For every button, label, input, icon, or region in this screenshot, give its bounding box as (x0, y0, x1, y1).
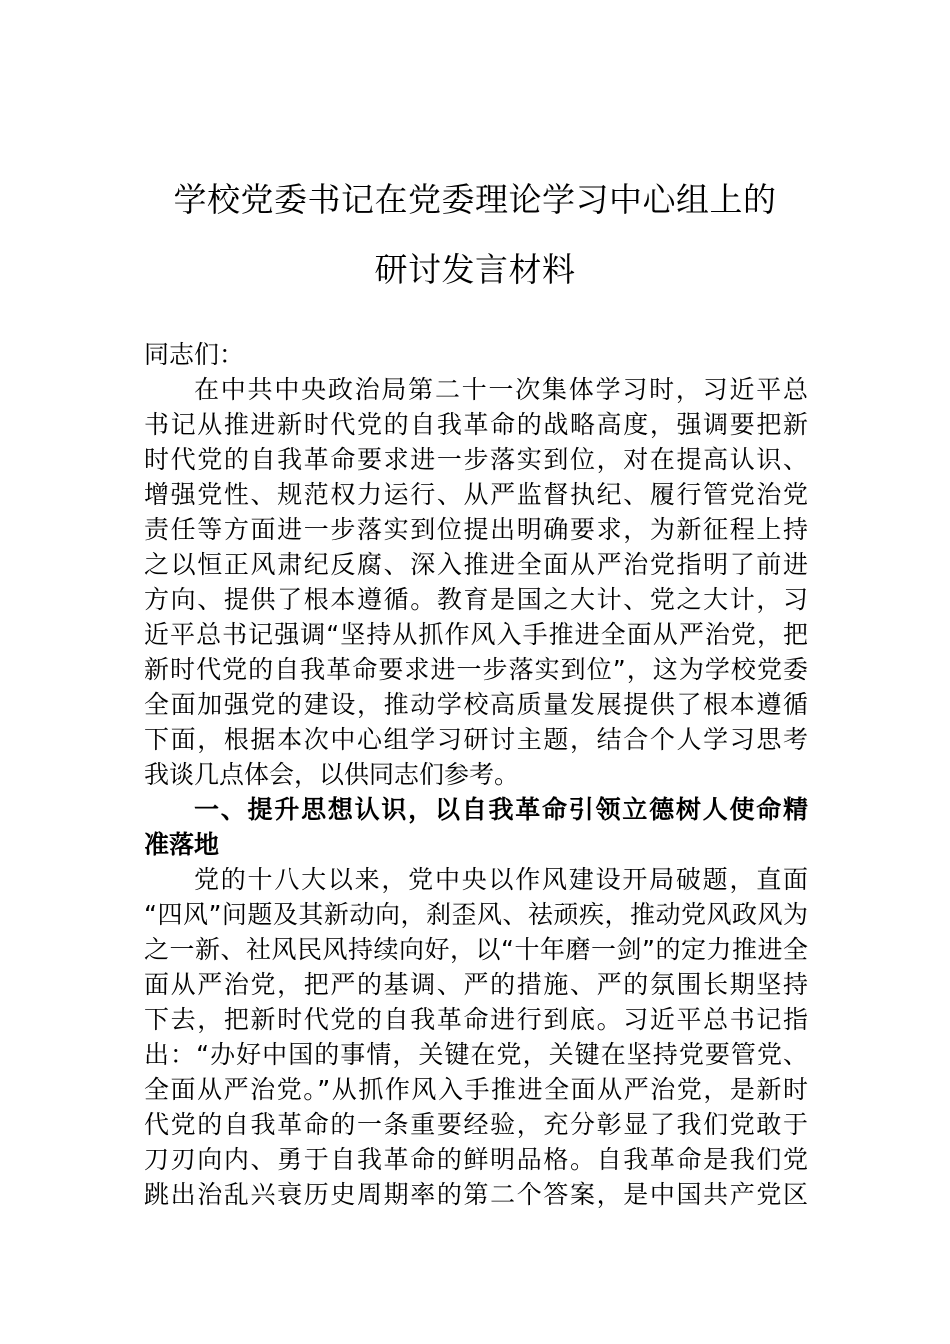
paragraph-2-line: 跳出治乱兴衰历史周期率的第二个答案，是中国共产党区 (144, 1180, 808, 1209)
paragraph-1-line: 方向、提供了根本遵循。教育是国之大计、党之大计，习 (144, 585, 808, 614)
paragraph-1-line: 我谈几点体会，以供同志们参考。 (144, 760, 520, 789)
paragraph-1-line: 近平总书记强调“坚持从抓作风入手推进全面从严治党，把 (144, 620, 808, 649)
paragraph-2-line: 代党的自我革命的一条重要经验，充分彰显了我们党敢于 (144, 1110, 808, 1139)
paragraph-1-line: 增强党性、规范权力运行、从严监督执纪、履行管党治党 (144, 480, 808, 509)
paragraph-1-line: 之以恒正风肃纪反腐、深入推进全面从严治党指明了前进 (144, 550, 808, 579)
paragraph-1-line: 书记从推进新时代党的自我革命的战略高度，强调要把新 (144, 410, 808, 439)
document-title-line-2: 研讨发言材料 (374, 250, 576, 289)
section-heading-line: 准落地 (144, 830, 220, 859)
paragraph-2-line: 刀刃向内、勇于自我革命的鲜明品格。自我革命是我们党 (144, 1145, 808, 1174)
document-body (144, 337, 808, 1212)
paragraph-2-line: 党的十八大以来，党中央以作风建设开局破题，直面 (194, 865, 808, 894)
paragraph-1-line: 下面，根据本次中心组学习研讨主题，结合个人学习思考 (144, 725, 808, 754)
section-heading-line: 一、提升思想认识，以自我革命引领立德树人使命精 (194, 795, 808, 824)
paragraph-2-line: 之一新、社风民风持续向好，以“十年磨一剑”的定力推进全 (144, 935, 808, 964)
paragraph-2-line: 全面从严治党。”从抓作风入手推进全面从严治党，是新时 (144, 1075, 808, 1104)
paragraph-1-line: 在中共中央政治局第二十一次集体学习时，习近平总 (194, 375, 808, 404)
paragraph-1-line: 新时代党的自我革命要求进一步落实到位”，这为学校党委 (144, 655, 808, 684)
paragraph-2-line: 出：“办好中国的事情，关键在党，关键在坚持党要管党、 (144, 1040, 808, 1069)
paragraph-1-line: 全面加强党的建设，推动学校高质量发展提供了根本遵循 (144, 690, 808, 719)
salutation: 同志们： (144, 340, 245, 369)
paragraph-2-line: 下去，把新时代党的自我革命进行到底。习近平总书记指 (144, 1005, 808, 1034)
paragraph-2-line: 面从严治党，把严的基调、严的措施、严的氛围长期坚持 (144, 970, 808, 999)
document-title-line-1: 学校党委书记在党委理论学习中心组上的 (173, 180, 777, 219)
paragraph-2-line: “四风”问题及其新动向，刹歪风、祛顽疾，推动党风政风为 (144, 900, 808, 929)
paragraph-1-line: 时代党的自我革命要求进一步落实到位，对在提高认识、 (144, 445, 808, 474)
paragraph-1-line: 责任等方面进一步落实到位提出明确要求，为新征程上持 (144, 515, 808, 544)
